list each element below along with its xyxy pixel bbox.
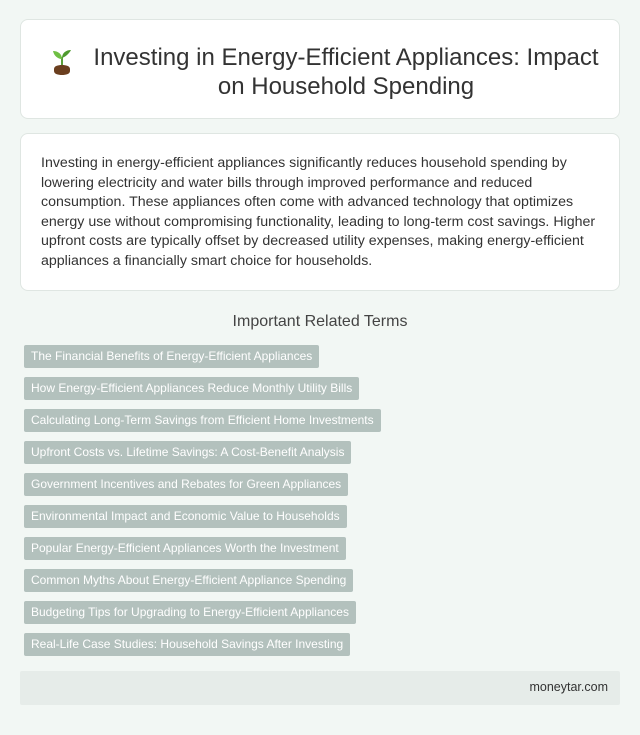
- term-tag-case-studies[interactable]: Real-Life Case Studies: Household Savings After Investing: [24, 633, 350, 656]
- term-item: [24, 345, 616, 368]
- term-tag-popular-appliances[interactable]: Popular Energy-Efficient Appliances Worth the Investment: [24, 537, 346, 560]
- term-item: [24, 505, 616, 528]
- term-tag-long-term-savings[interactable]: Calculating Long-Term Savings from Efficient Home Investments: [24, 409, 381, 432]
- term-item: [24, 441, 616, 464]
- term-tag-financial-benefits[interactable]: The Financial Benefits of Energy-Efficient Appliances: [24, 345, 319, 368]
- term-tag-reduce-bills[interactable]: How Energy-Efficient Appliances Reduce Monthly Utility Bills: [24, 377, 359, 400]
- term-item: [24, 537, 616, 560]
- term-tag-incentives[interactable]: Government Incentives and Rebates for Green Appliances: [24, 473, 348, 496]
- term-item: [24, 633, 616, 656]
- description-text: Investing in energy-efficient appliances significantly reduces household spending by lowering electricity and water bills through improved performance and reduced consumption. These appliances often come with advanced technology that optimizes energy use without compromising functionality, leading to long-term cost savings. Higher upfront costs are typically offset by decreased utility expenses, making energy-efficient appliances a financially smart choice for households.: [41, 155, 596, 269]
- related-terms-heading: Important Related Terms: [232, 313, 408, 330]
- term-tag-budgeting-tips[interactable]: Budgeting Tips for Upgrading to Energy-Efficient Appliances: [24, 601, 356, 624]
- description-card: [20, 133, 620, 291]
- term-item: [24, 601, 616, 624]
- footer: [20, 671, 620, 705]
- sprout-icon: [49, 47, 75, 77]
- term-item: [24, 409, 616, 432]
- term-tag-cost-benefit[interactable]: Upfront Costs vs. Lifetime Savings: A Cost-Benefit Analysis: [24, 441, 351, 464]
- term-item: [24, 569, 616, 592]
- related-terms-list: [24, 345, 616, 665]
- page-title: Investing in Energy-Efficient Appliances: Impact on Household Spending: [93, 44, 599, 100]
- term-tag-common-myths[interactable]: Common Myths About Energy-Efficient Appliance Spending: [24, 569, 353, 592]
- term-tag-environmental-impact[interactable]: Environmental Impact and Economic Value to Households: [24, 505, 347, 528]
- term-item: [24, 473, 616, 496]
- header-card: [20, 19, 620, 119]
- footer-site-link[interactable]: moneytar.com: [529, 680, 608, 694]
- term-item: [24, 377, 616, 400]
